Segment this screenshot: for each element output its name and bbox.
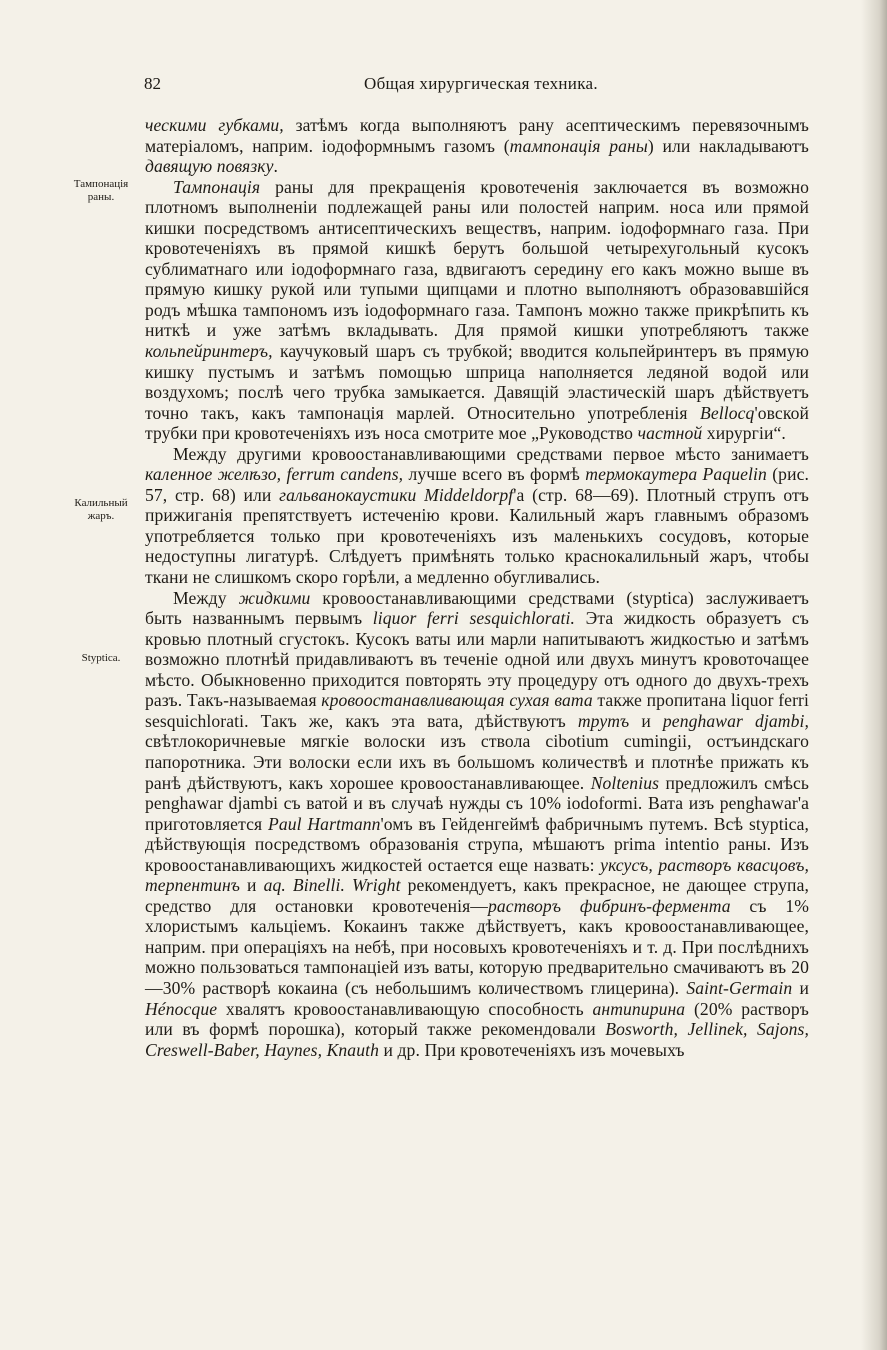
margin-note-cautery: Калильный жаръ.: [74, 497, 128, 522]
paragraph-tamponade: [145, 177, 809, 444]
page-header: [144, 74, 814, 98]
paragraph-continuation: [145, 115, 809, 177]
paragraph-cautery: [145, 444, 809, 588]
emphasis: Noltenius: [590, 772, 660, 793]
text-run: Между: [173, 587, 239, 608]
emphasis: penghawar djambi,: [662, 710, 809, 731]
emphasis: Bosworth, Jellinek, Sajons, Creswell-Baber, Haynes, Knauth: [145, 1019, 810, 1060]
text-run: и: [240, 875, 264, 896]
emphasis: давящую повязку: [145, 156, 274, 177]
emphasis: liquor ferri sesquichlorati.: [372, 608, 576, 629]
text-run: рекомендуетъ, какъ прекрасное, не дающее струпа, средство для остановки кровотеченія—: [145, 875, 809, 916]
emphasis: ческими губками,: [145, 115, 284, 135]
emphasis: каленное желѣзо, ferrum candens,: [145, 464, 404, 485]
text-run: 'овской трубки при кровотеченіяхъ изъ носа смотрите мое „Руководство: [145, 402, 809, 444]
text-run: каучуковый шаръ съ трубкой; вводится кольпейринтеръ въ прямую кишку пустымъ и затѣмъ помощью шприца наполняется ледяной водой или воздухомъ; послѣ чего трубка замыкается. Давящій эластическій шаръ дѣйствуетъ точно такъ, какъ тампонація марлей. Относительно употребленія: [145, 341, 809, 423]
emphasis: Paul Hartmann: [267, 813, 381, 834]
text-run: хирургіи“.: [702, 423, 786, 444]
text-run: свѣтлокоричневые мягкіе волоски изъ ствола cibotium cumingii, остъиндскаго папоротника. Эти волоски если ихъ въ большомъ количествѣ и плотнѣе прижать къ ранѣ дѣйствуютъ, какъ хорошее кровоостанавливающее.: [145, 731, 809, 793]
page-edge-shadow: [861, 0, 887, 1350]
emphasis: тампонація раны: [509, 135, 648, 156]
text-run: .: [273, 156, 279, 177]
emphasis: кровоостанавливающая сухая вата: [321, 690, 593, 711]
text-run: кровоостанавливающими средствами (styptica) заслуживаетъ быть названнымъ первымъ: [145, 587, 810, 629]
margin-note-tamponade: Тампонація раны.: [73, 178, 129, 203]
emphasis: трутъ: [577, 710, 630, 731]
text-run: 'омъ въ Гейденгеймѣ фабричнымъ путемъ. Всѣ styptica, дѣйствующія посредствомъ образованія струпа, мѣшаютъ prima intentio раны. Изъ кровоостанавливающихъ жидкостей остается еще назвать:: [145, 813, 809, 875]
emphasis: кольпейринтеръ,: [145, 341, 273, 362]
text-run: Между другими кровоостанавливающими средствами первое мѣсто занимаетъ: [173, 443, 809, 464]
emphasis: Bellocq: [700, 402, 755, 423]
text-run: лучше всего въ формѣ: [403, 464, 586, 485]
text-run: хвалятъ кровоостанавливающую способность: [217, 998, 593, 1019]
text-run: 'а (стр. 68—69). Плотный струпъ отъ прижиганія препятствуетъ истеченію крови. Калильный жаръ главнымъ образомъ употребляется только при кровотеченіяхъ изъ маленькихъ сосудовъ, которые недоступны лигатурѣ. Слѣдуетъ примѣнять только краснокалильный жаръ, чтобы ткани не слишкомъ скоро горѣли, а медленно обугливались.: [145, 484, 809, 588]
text-run: и: [792, 977, 810, 998]
body-text: [145, 115, 809, 1060]
text-run: съ 1% хлористымъ кальціемъ. Кокаинъ также дѣйствуетъ, какъ кровоостанавливающее, наприм. при операціяхъ на небѣ, при носовыхъ кровотеченіяхъ и т. д. При послѣднихъ можно пользоваться тампонаціей изъ ваты, которую предварительно смачиваютъ въ 20—30% растворѣ кокаина (съ небольшимъ количествомъ глицерина).: [145, 895, 810, 998]
emphasis: гальванокаустики Middeldorpf: [279, 484, 514, 505]
text-run: раны для прекращенія кровотеченія заключается въ возможно плотномъ выполненіи подлежащей раны или полостей наприм. носа или прямой кишки посредствомъ антисептическихъ веществъ, наприм. іодоформнаго газа. При кровотеченіяхъ въ прямой кишкѣ берутъ большой четырехугольный кусокъ сублиматнаго или іодоформнаго газа, вдвигаютъ середину его какъ можно выше въ прямую кишку рукой или тупыми щипцами и плотно выполняютъ образовавшійся родъ мѣшка тампономъ изъ іодоформнаго газа. Тампонъ можно также прикрѣпить къ ниткѣ и уже затѣмъ вкладывать. Для прямой кишки употребляютъ также: [145, 176, 809, 341]
emphasis: уксусъ, растворъ квасцовъ, терпентинъ: [145, 854, 809, 896]
text-run: также пропитана liquor ferri sesquichlorati. Такъ же, какъ эта вата, дѣйствуютъ: [145, 690, 809, 731]
text-run: Эта жидкость образуетъ съ кровью плотный сгустокъ. Кусокъ ваты или марли напитываютъ жидкостью и затѣмъ возможно плотнѣй придавливаютъ въ теченіе одной или двухъ минутъ кровоточащее мѣсто. Обыкновенно приходится повторять эту процедуру отъ одного до двухъ-трехъ разъ. Такъ-называемая: [145, 608, 810, 711]
emphasis: частной: [637, 423, 703, 444]
text-run: предложилъ смѣсь penghawar djambi съ ватой и въ случаѣ нужды съ 10% iodoformi. Вата изъ penghawar'а приготовляется: [145, 772, 810, 834]
emphasis: растворъ фибринъ-фермента: [488, 895, 731, 916]
text-run: и др. При кровотеченіяхъ изъ мочевыхъ: [378, 1039, 685, 1060]
emphasis: aq. Binelli. Wright: [263, 875, 401, 896]
paragraph-styptica: [145, 588, 809, 1061]
text-run: (рис. 57, стр. 68) или: [145, 464, 810, 505]
emphasis: жидкими: [238, 587, 311, 608]
emphasis: Hénocque: [145, 998, 218, 1019]
text-run: и: [629, 710, 663, 731]
text-run: затѣмъ когда выполняютъ рану асептическимъ перевязочнымъ матеріаломъ, наприм. іодоформнымъ газомъ (: [145, 115, 809, 156]
margin-note-styptica: Styptica.: [81, 652, 121, 664]
page-number: 82: [144, 74, 161, 93]
emphasis: антипирина: [592, 998, 686, 1019]
running-title: Общая хирургическая техника.: [364, 74, 598, 93]
emphasis: Тампонація: [173, 176, 261, 197]
text-run: (20% растворъ или въ формѣ порошка), который также рекомендовали: [145, 998, 809, 1040]
text-run: ) или накладываютъ: [647, 135, 809, 156]
emphasis: Saint-Germain: [686, 977, 793, 998]
emphasis: термокаутера Paquelin: [585, 464, 767, 485]
